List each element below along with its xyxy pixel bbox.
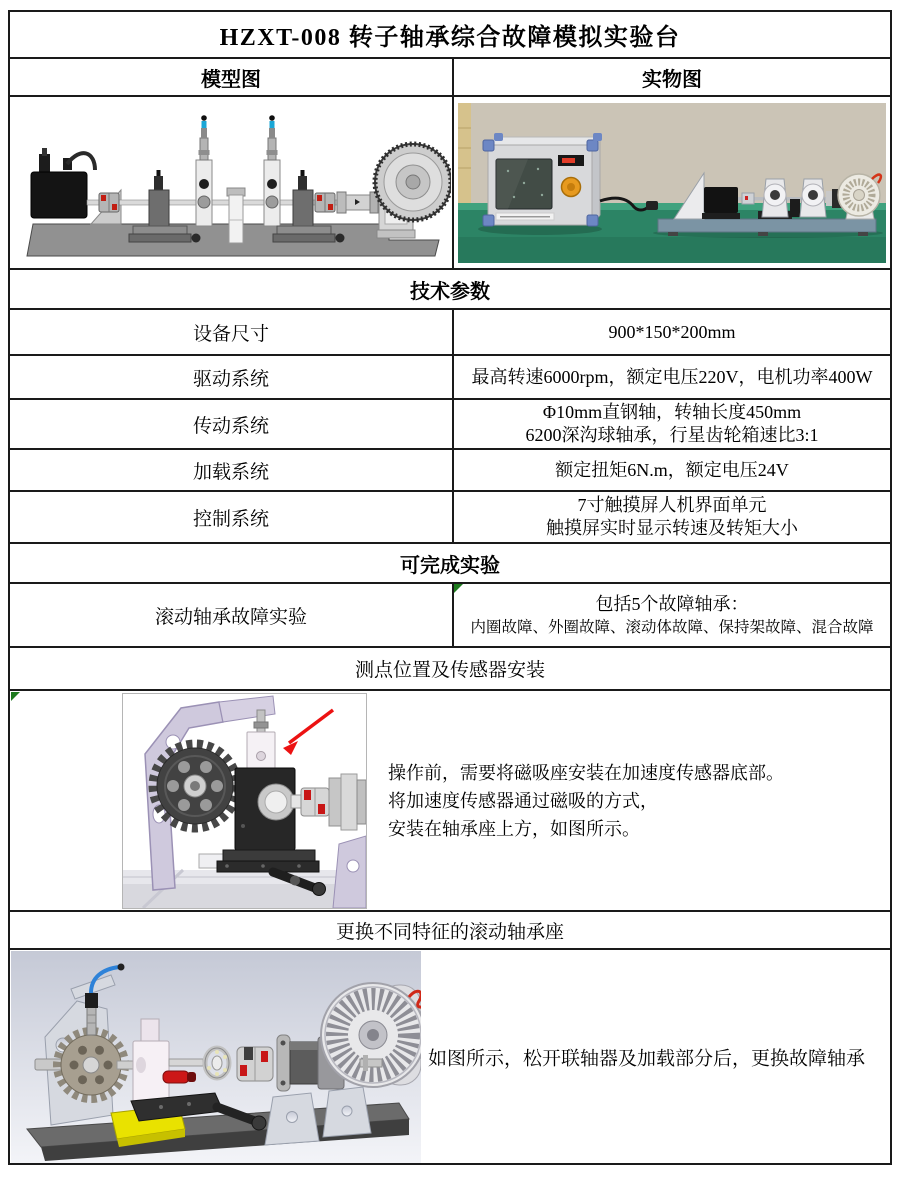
param-value-line: Φ10mm直钢轴，转轴长度450mm xyxy=(542,402,802,422)
cell-marker-triangle xyxy=(11,692,20,701)
tech-params-header: 技术参数 xyxy=(410,280,490,303)
param-value: 最高转速6000rpm，额定电压220V，电机功率400W xyxy=(471,366,873,387)
spec-table xyxy=(8,10,892,1165)
sensor-instruction-line: 操作前，需要将磁吸座安装在加速度传感器底部。 xyxy=(388,762,784,783)
sensor-instruction-line: 安装在轴承座上方，如图所示。 xyxy=(388,818,640,839)
experiment-detail-cell xyxy=(454,584,890,646)
replace-instructions: 如图所示，松开联轴器及加载部分后，更换故障轴承 xyxy=(428,1048,866,1069)
param-value-line: 6200深沟球轴承，行星齿轮箱速比3:1 xyxy=(525,425,819,445)
param-value xyxy=(454,492,890,542)
sensor-section-header-row xyxy=(10,646,890,689)
title-row xyxy=(10,12,890,57)
experiment-label: 滚动轴承故障实验 xyxy=(10,584,454,646)
model-diagram-image xyxy=(11,100,451,266)
param-value: 900*150*200mm xyxy=(608,321,736,342)
param-row-size xyxy=(10,308,890,354)
param-row-loading xyxy=(10,448,890,490)
model-image-cell xyxy=(10,97,454,268)
param-value xyxy=(454,400,890,448)
param-value: 额定扭矩6N.m，额定电压24V xyxy=(555,459,789,480)
sensor-instructions xyxy=(388,759,784,843)
experiments-header: 可完成实验 xyxy=(400,554,500,577)
model-column-header: 模型图 xyxy=(10,59,454,95)
param-label: 控制系统 xyxy=(10,492,454,542)
param-value-line: 7寸触摸屏人机界面单元 xyxy=(577,495,767,515)
param-label: 加载系统 xyxy=(10,450,454,490)
replace-section-header-row xyxy=(10,910,890,948)
photo-column-header: 实物图 xyxy=(642,68,702,91)
param-row-transmission xyxy=(10,398,890,448)
replace-section-header: 更换不同特征的滚动轴承座 xyxy=(335,921,564,943)
tech-params-header-row xyxy=(10,268,890,308)
experiment-summary: 包括5个故障轴承： xyxy=(595,593,749,614)
physical-photo-image xyxy=(458,103,886,263)
page-title: HZXT-008 转子轴承综合故障模拟实验台 xyxy=(219,25,681,51)
image-row xyxy=(10,95,890,268)
sensor-install-image xyxy=(122,693,367,909)
sensor-instruction-line: 将加速度传感器通过磁吸的方式， xyxy=(388,790,658,811)
param-row-drive xyxy=(10,354,890,398)
param-row-control xyxy=(10,490,890,542)
cell-marker-triangle xyxy=(454,584,463,593)
image-header-row xyxy=(10,57,890,95)
photo-image-cell xyxy=(454,97,890,268)
experiment-detail: 内圈故障、外圈故障、滚动体故障、保持架故障、混合故障 xyxy=(470,618,874,636)
param-value-line: 触摸屏实时显示转速及转矩大小 xyxy=(546,518,798,538)
sensor-section-row xyxy=(10,689,890,910)
param-label: 设备尺寸 xyxy=(10,310,454,354)
experiment-row xyxy=(10,582,890,646)
param-label: 传动系统 xyxy=(10,400,454,448)
exploded-view-image xyxy=(11,951,421,1163)
sensor-section-header: 测点位置及传感器安装 xyxy=(354,660,545,681)
replace-section-row xyxy=(10,948,890,1163)
param-label: 驱动系统 xyxy=(10,356,454,398)
experiments-header-row xyxy=(10,542,890,582)
